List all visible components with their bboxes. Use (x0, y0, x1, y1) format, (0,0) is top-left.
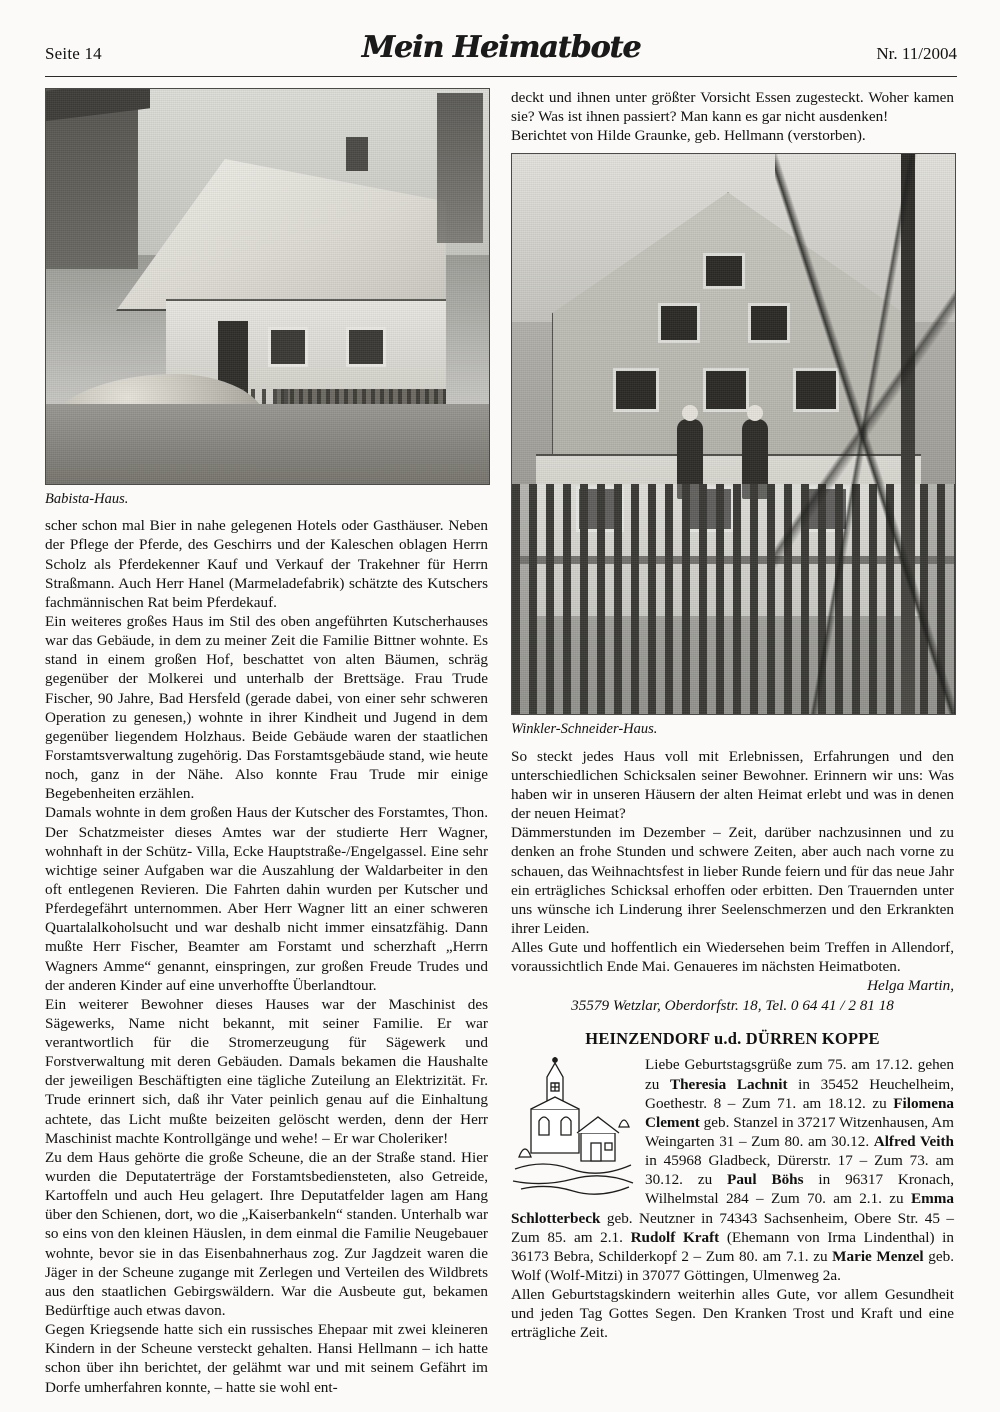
right-paragraph-3: So steckt jedes Haus voll mit Erlebnissen, Erfahrungen und den unterschiedlichen Schicksalen seiner Bewohner. Erinnern wir uns: Was haben wir in unseren Häusern der alten Heimat erlebt und was in denen der neuen Heimat? (511, 747, 954, 823)
right-paragraph-1: deckt und ihnen unter größter Vorsicht Essen zugesteckt. Woher kamen sie? Was ist ihnen passiert? Man kann es gar nicht ausdenken! (511, 89, 954, 126)
winkler-schneider-haus-caption: Winkler-Schneider-Haus. (511, 721, 658, 738)
birthday-greetings-block (511, 1055, 954, 1342)
babista-haus-caption: Babista-Haus. (45, 491, 129, 507)
left-paragraph-6: Gegen Kriegsende hatte sich ein russisches Ehepaar mit zwei kleineren Kindern in der Scheune versteckt gehalten. Hansi Hellmann – ich hatte schon über ihn berichtet, der gelähmt war und mit seinem Gefährt im Dorfe umherfahren konnte, – hatte sie wohl ent- (45, 1321, 488, 1396)
issue-number-label: Nr. 11/2004 (876, 44, 957, 63)
left-paragraph-1: scher schon mal Bier in nahe gelegenen Hotels oder Gasthäuser. Neben der Pflege der Pferde, des Geschirrs und der Kaleschen oblagen Herrn Scholz als Pferdekenner Kauf und Verkauf der Trakehner für Herrn Straßmann. Auch Herr Hanel (Marmeladefabrik) schätzte des Kutschers fachmännischen Rat beim Pferdekauf. (45, 517, 488, 611)
author-signature-name: Helga Martin, (867, 977, 954, 995)
author-signature-address: 35579 Wetzlar, Oberdorfstr. 18, Tel. 0 64 41 / 2 81 18 (571, 996, 894, 1014)
left-column (45, 88, 488, 1397)
right-paragraph-2: Berichtet von Hilde Graunke, geb. Hellmann (verstorben). (511, 127, 866, 145)
birthday-greetings-text: Liebe Geburtstagsgrüße zum 75. am 17.12. gehen zu Theresia Lachnit in 35452 Heuchelheim, Goethestr. 8 – Zum 71. am 18.12. zu Filomena Clement geb. Stanzel in 37217 Witzenhausen, Am Weingarten 31 – Zum 80. am 30.12. Alfred Veith in 45968 Gladbeck, Dürerstr. 17 – Zum 73. am 30.12. zu Paul Böhs in 96317 Kronach, Wilhelmstal 284 – Zum 70. am 2.1. zu Emma Schlotterbeck geb. Neutzner in 74343 Sachsenheim, Obere Str. 45 – Zum 85. am 2.1. Rudolf Kraft (Ehemann von Irma Lindenthal) in 36173 Bebra, Schilderkopf 2 – Zum 80. am 7.1. zu Marie Menzel geb. Wolf (Wolf-Mitzi) in 37077 Göttingen, Ulmenweg 2a. (511, 1056, 954, 1284)
right-column (511, 88, 954, 1343)
publication-title: Mein Heimatbote (361, 30, 641, 65)
right-paragraph-4: Dämmerstunden im Dezember – Zeit, darüber nachzusinnen und zu denken an frohe Stunden und schwere Zeiten, aber auch nach vorne zu schauen, das Weihnachtsfest in lieber Runde feiern und für das neue Jahr ein erträgliches Schicksal erhoffen oder erbitten. Den Trauernden unter uns wünsche ich Linderung ihrer Seelenschmerzen und den Erkrankten ihrer Leiden. (511, 824, 955, 937)
header-divider (45, 76, 957, 77)
left-paragraph-2: Ein weiteres großes Haus im Stil des oben angeführten Kutscherhauses war das Gebäude, in dem zu meiner Zeit die Familie Bittner wohnte. Es stand in einem großen Hof, beschattet von alten Bäumen, schräg gegenüber der Molkerei und unterhalb der Brettsäge. Frau Trude Fischer, 90 Jahre, Bad Hersfeld (gerade dabei, von einer sehr schweren Operation zu genesen,) wohnte in ihrer Kindheit und Jugend in dem gegenüber liegendem Holzhaus. Beide Gebäude waren der staatlichen Forstamtsverwaltung zugehörig. Das Forstamtsgebäude stand, wie heute noch, ganz in der Nähe. Also konnte Frau Trude mir einige Begebenheiten erzählen. (45, 612, 488, 803)
babista-haus-photo (45, 88, 490, 485)
left-paragraph-4: Ein weiterer Bewohner dieses Hauses war der Maschinist des Sägewerks, Name nicht bekannt, mit seiner Familie. Er war verantwortlich für die Stromerzeugung für Sägewerk und Forstverwaltung mit deren Gebäuden. Damals bekamen die Haushalte der jeweiligen Beschäftigten eine tägliche Zuteilung an Elektrizität. Fr. Trude erinnert sich, daß ihr Vater peinlich genau auf die Einhaltung achtete, das Licht mußte beizeiten gelöscht werden, denn der Herr Maschinist machte Kontrollgänge und wehe! – Er war Choleriker! (45, 995, 488, 1147)
church-illustration-icon (511, 1057, 635, 1199)
page-number-label: Seite 14 (45, 44, 102, 63)
right-paragraph-5: Alles Gute und hoffentlich ein Wiedersehen beim Treffen in Allendorf, voraussichtlich Ende Mai. Genaueres im nächsten Heimatboten. (511, 939, 954, 976)
left-paragraph-5: Zu dem Haus gehörte die große Scheune, die an der Straße stand. Hier wurden die Deputaterträge der Forstamtsbediensteten, also Getreide, Kartoffeln und auch Heu gelagert. Ihre Deputatfelder lagen am Hang über den Schienen, dort, wo die „Kaiserbankeln“ standen. Unterhalb war so eins von den kleinen Häuslen, in dem einmal die Familie Neugebauer wohnte, bevor sie in das Eisenbahnerhaus zog. Zur Jagdzeit waren die Jäger in der Scheune zugange mit Zerlegen und Verteilen des Wildbrets aus den staatlichen Gebirgswäldern. War die Ausbeute gut, bekamen Bedürftige auch etwas davon. (45, 1148, 488, 1320)
winkler-schneider-haus-photo (511, 153, 956, 715)
masthead (45, 30, 957, 78)
birthday-closing-text: Allen Geburtstagskindern weiterhin alles Gute, vor allem Gesundheit und jeden Tag Gottes Segen. Den Kranken Trost und Kraft und eine erträgliche Zeit. (511, 1286, 954, 1342)
left-paragraph-3: Damals wohnte in dem großen Haus der Kutscher des Forstamtes, Thon. Der Schatzmeister dieses Amtes war der studierte Herr Wagner, wohnhaft in der Schütz- Villa, Ecke Hauptstraße-/Engelgassel. Eine sehr wichtige seiner Aufgaben war die Auszahlung der Waldarbeiter in den oft entlegenen Revieren. Die Fahrten dahin wurden per Kutscher und Pferdegefährt unternommen. Aber Herr Wagner litt an einer schweren Quartalalkoholsucht und war deshalb nicht immer einsatzfähig. Dann mußte Herr Fischer, Beamter am Forstamt und scherzhaft „Herrn Wagners Amme“ genannt, einspringen, zur großen Freude Trudes und der anderen Kinder auf eine unverhoffte Überlandtour. (45, 804, 488, 994)
section-heading: HEINZENDORF u.d. DÜRREN KOPPE (585, 1028, 880, 1048)
